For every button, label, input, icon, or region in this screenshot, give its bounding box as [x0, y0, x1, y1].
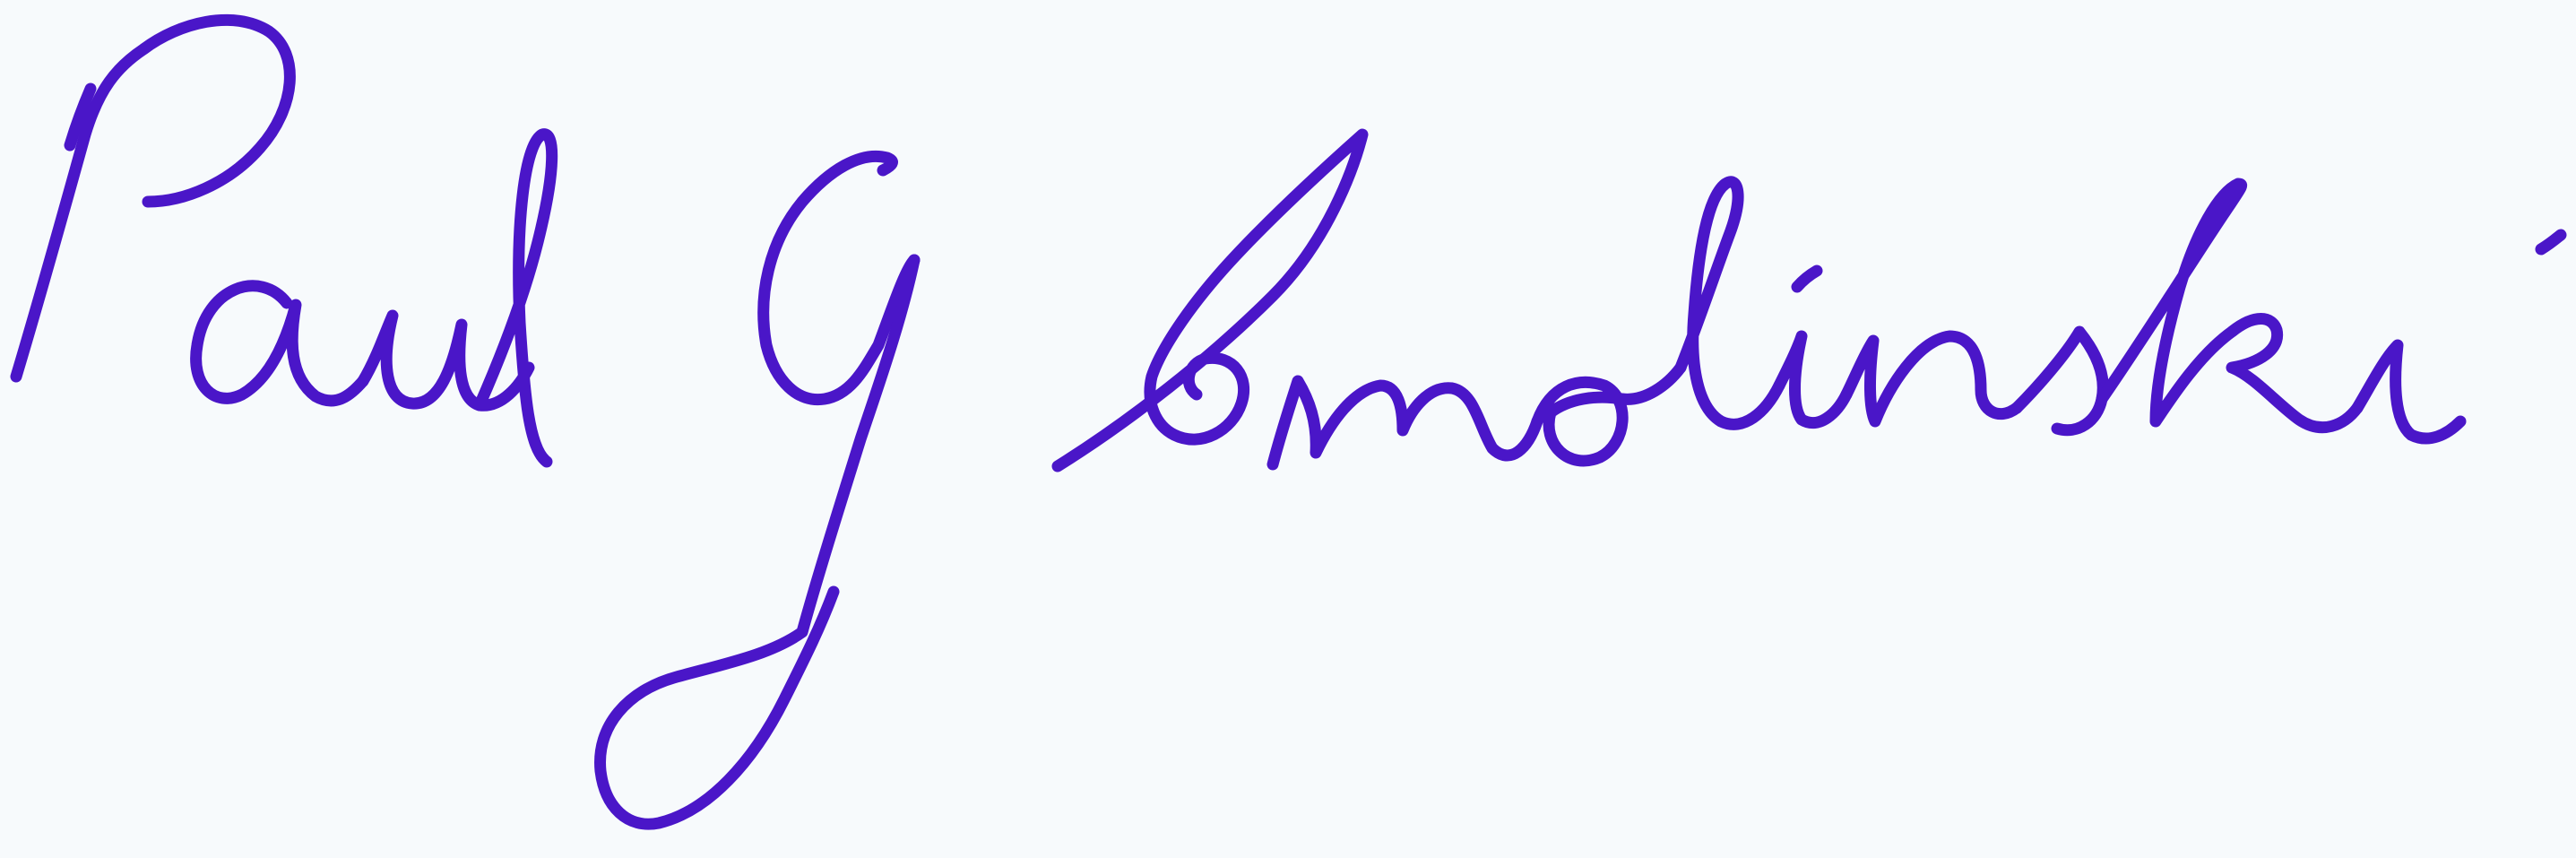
signature-letter-p [16, 20, 290, 377]
signature-letter-o [1537, 368, 1681, 461]
signature-letter-i-dot [1797, 271, 1817, 287]
signature-letter-i-2-dot [2541, 235, 2561, 249]
signature-letter-i-2 [2357, 345, 2460, 438]
signature-letter-k [2102, 184, 2357, 428]
signature-letter-g-descender [601, 260, 914, 824]
signature-letter-a [196, 286, 363, 401]
signature-letter-l [480, 134, 552, 462]
signature-letter-m [1273, 381, 1537, 464]
signature-letter-i [1779, 336, 1846, 423]
signature-letter-l-2 [1681, 182, 1779, 425]
signature-letter-s-2 [2017, 332, 2103, 430]
signature-letter-n [1846, 336, 2017, 421]
